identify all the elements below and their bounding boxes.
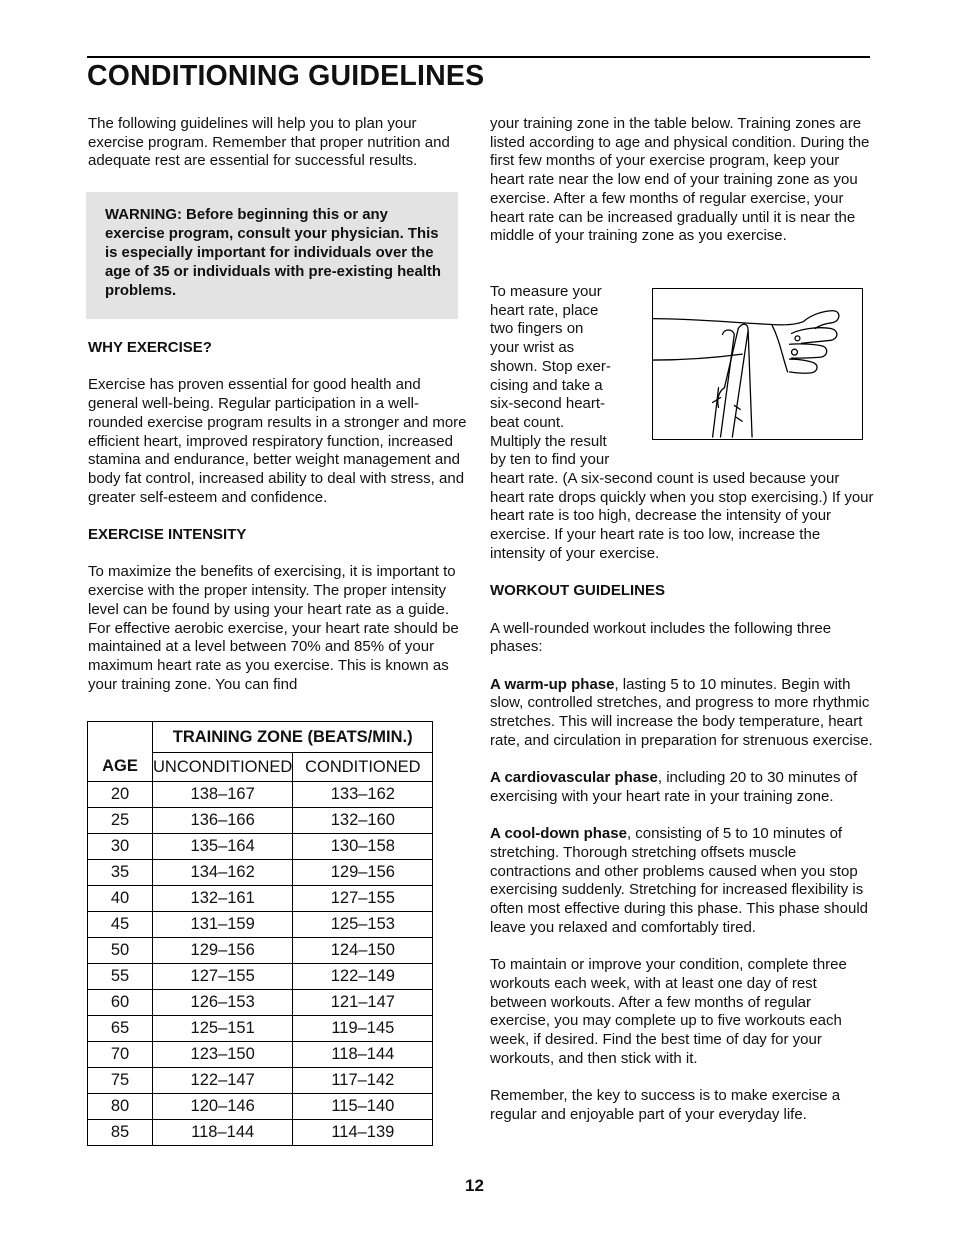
age-cell: 70	[88, 1042, 153, 1068]
unconditioned-cell: 132–161	[153, 886, 293, 912]
measure-rest-text: heart rate. (A six-second count is used because your heart rate drops quickly when you stop exercising.) If your heart rate is too high, decrease the intensity of your exercise. If your heart rate is too low, increase the intensity of your exercise.	[490, 470, 874, 562]
warmup-text: , lasting 5 to 10 minutes. Begin with slow, controlled stretches, and progress to more rhythmic stretches. This will increase the body temperature, heart rate, and circulation in preparation for strenuous exercise.	[490, 675, 873, 749]
intro-text: The following guidelines will help you to plan your exercise program. Remember that proper nutrition and adequate rest are essential for successful results.	[88, 115, 450, 170]
measure-line: To measure your	[490, 283, 602, 300]
conditioned-cell: 124–150	[293, 938, 433, 964]
unconditioned-cell: 138–167	[153, 782, 293, 808]
hand-icon	[653, 289, 862, 439]
table-row	[88, 1042, 433, 1068]
unconditioned-cell: 125–151	[153, 1016, 293, 1042]
warmup-paragraph	[490, 676, 875, 751]
age-cell: 35	[88, 860, 153, 886]
unconditioned-header: UNCONDITIONED	[153, 753, 293, 782]
conditioned-cell: 114–139	[293, 1120, 433, 1146]
age-cell: 55	[88, 964, 153, 990]
unconditioned-cell: 122–147	[153, 1068, 293, 1094]
measure-line: beat count.	[490, 413, 565, 431]
warmup-label: A warm-up phase	[490, 675, 615, 693]
conditioned-cell: 118–144	[293, 1042, 433, 1068]
unconditioned-cell: 135–164	[153, 834, 293, 860]
maintain-text: To maintain or improve your condition, complete three workouts each week, with at least one day of rest between workouts. After a few months of regular exercise, you may complete up to five workouts each week, if desired. Find the best time of day for your workouts, and then stick with it.	[490, 956, 847, 1067]
measure-line: your wrist as	[490, 339, 575, 357]
table-row	[88, 860, 433, 886]
table-row	[88, 1094, 433, 1120]
measure-line: shown. Stop exer-	[490, 357, 611, 375]
exercise-intensity-text: To maximize the benefits of exercising, it is important to exercise with the proper intensity. The proper intensity level can be found by using your heart rate as a guide. For effective aerobic exercise, your heart rate should be maintained at a level between 70% and 85% of your maximum heart rate as you exercise. This is known as your training zone. You can find	[88, 563, 459, 693]
age-cell: 65	[88, 1016, 153, 1042]
workout-guidelines-heading: WORKOUT GUIDELINES	[490, 582, 665, 600]
unconditioned-cell: 131–159	[153, 912, 293, 938]
training-zone-table	[87, 721, 433, 1146]
table-row	[88, 938, 433, 964]
training-zone-header: TRAINING ZONE (BEATS/MIN.)	[153, 722, 433, 753]
exercise-intensity-heading: EXERCISE INTENSITY	[88, 526, 247, 543]
cardio-text: , including 20 to 30 minutes of exercising with your heart rate in your training zone.	[490, 769, 858, 805]
unconditioned-cell: 129–156	[153, 938, 293, 964]
conditioned-cell: 127–155	[293, 886, 433, 912]
conditioned-cell: 121–147	[293, 990, 433, 1016]
measure-line: two fingers on	[490, 320, 584, 338]
unconditioned-cell: 118–144	[153, 1120, 293, 1146]
measure-line: six-second heart-	[490, 395, 606, 413]
age-cell: 30	[88, 834, 153, 860]
page-title: CONDITIONING GUIDELINES	[87, 60, 485, 92]
cooldown-label: A cool-down phase	[490, 825, 627, 843]
conditioned-cell: 117–142	[293, 1068, 433, 1094]
cardio-paragraph	[490, 769, 875, 806]
table-row	[88, 808, 433, 834]
intro-paragraph	[88, 115, 473, 171]
unconditioned-cell: 134–162	[153, 860, 293, 886]
table-row	[88, 964, 433, 990]
age-cell: 60	[88, 990, 153, 1016]
age-cell: 50	[88, 938, 153, 964]
age-cell: 75	[88, 1068, 153, 1094]
age-cell: 20	[88, 782, 153, 808]
table-row	[88, 1068, 433, 1094]
age-cell: 45	[88, 912, 153, 938]
page-number: 12	[465, 1176, 484, 1195]
cardio-label: A cardiovascular phase	[490, 769, 658, 787]
table-row	[88, 782, 433, 808]
why-exercise-text: Exercise has proven essential for good health and general well-being. Regular participation in a well-rounded exercise program results in a stronger and more efficient heart, improved respiratory function, increased stamina and endurance, better weight management and body fat control, increased ability to deal with stress, and greater self-esteem and confidence.	[88, 376, 467, 506]
age-cell: 80	[88, 1094, 153, 1120]
warning-text: WARNING: Before beginning this or any exercise program, consult your physician. This is especially important for individuals over the age of 35 or individuals with pre-existing health problems.	[105, 207, 441, 299]
age-cell: 85	[88, 1120, 153, 1146]
training-zone-text: your training zone in the table below. Training zones are listed according to age and physical condition. During the first few months of your exercise program, keep your heart rate near the low end of your training zone as you exercise. After a few months of regular exercise, your heart rate can be increased gradually until it is near the middle of your training zone as you exercise.	[490, 115, 870, 245]
conditioned-cell: 130–158	[293, 834, 433, 860]
table-row	[88, 1120, 433, 1146]
unconditioned-cell: 123–150	[153, 1042, 293, 1068]
unconditioned-cell: 126–153	[153, 990, 293, 1016]
unconditioned-cell: 120–146	[153, 1094, 293, 1120]
conditioned-cell: 125–153	[293, 912, 433, 938]
table-row	[88, 886, 433, 912]
measure-line: Multiply the result	[490, 432, 607, 450]
measure-rest-paragraph	[490, 470, 875, 1125]
table-row	[88, 990, 433, 1016]
why-exercise-heading: WHY EXERCISE?	[88, 339, 212, 356]
conditioned-cell: 133–162	[293, 782, 433, 808]
why-exercise-section	[88, 339, 473, 694]
measure-line: cising and take a	[490, 376, 603, 394]
measure-lines	[490, 283, 625, 470]
age-cell: 25	[88, 808, 153, 834]
table-row	[88, 834, 433, 860]
conditioned-cell: 129–156	[293, 860, 433, 886]
cooldown-text: , consisting of 5 to 10 minutes of stretching. Thorough stretching offsets muscle contractions and other problems caused when you stop exercising suddenly. Stretching for increased flexibility is often most effective during this phase. This phase should leave you relaxed and comfortably tired.	[490, 825, 869, 936]
remember-text: Remember, the key to success is to make exercise a regular and enjoyable part of your everyday life.	[490, 1087, 841, 1123]
age-header: AGE	[88, 722, 153, 782]
age-cell: 40	[88, 886, 153, 912]
measure-line: by ten to find your	[490, 451, 610, 469]
workout-intro-text: A well-rounded workout includes the following three phases:	[490, 619, 832, 656]
conditioned-header: CONDITIONED	[293, 753, 433, 782]
cooldown-paragraph	[490, 825, 875, 937]
training-zone-paragraph	[490, 115, 875, 246]
conditioned-cell: 119–145	[293, 1016, 433, 1042]
conditioned-cell: 132–160	[293, 808, 433, 834]
measure-line: heart rate, place	[490, 301, 599, 319]
table-row	[88, 1016, 433, 1042]
conditioned-cell: 122–149	[293, 964, 433, 990]
unconditioned-cell: 136–166	[153, 808, 293, 834]
table-row	[88, 912, 433, 938]
unconditioned-cell: 127–155	[153, 964, 293, 990]
conditioned-cell: 115–140	[293, 1094, 433, 1120]
wrist-pulse-illustration	[652, 288, 863, 440]
